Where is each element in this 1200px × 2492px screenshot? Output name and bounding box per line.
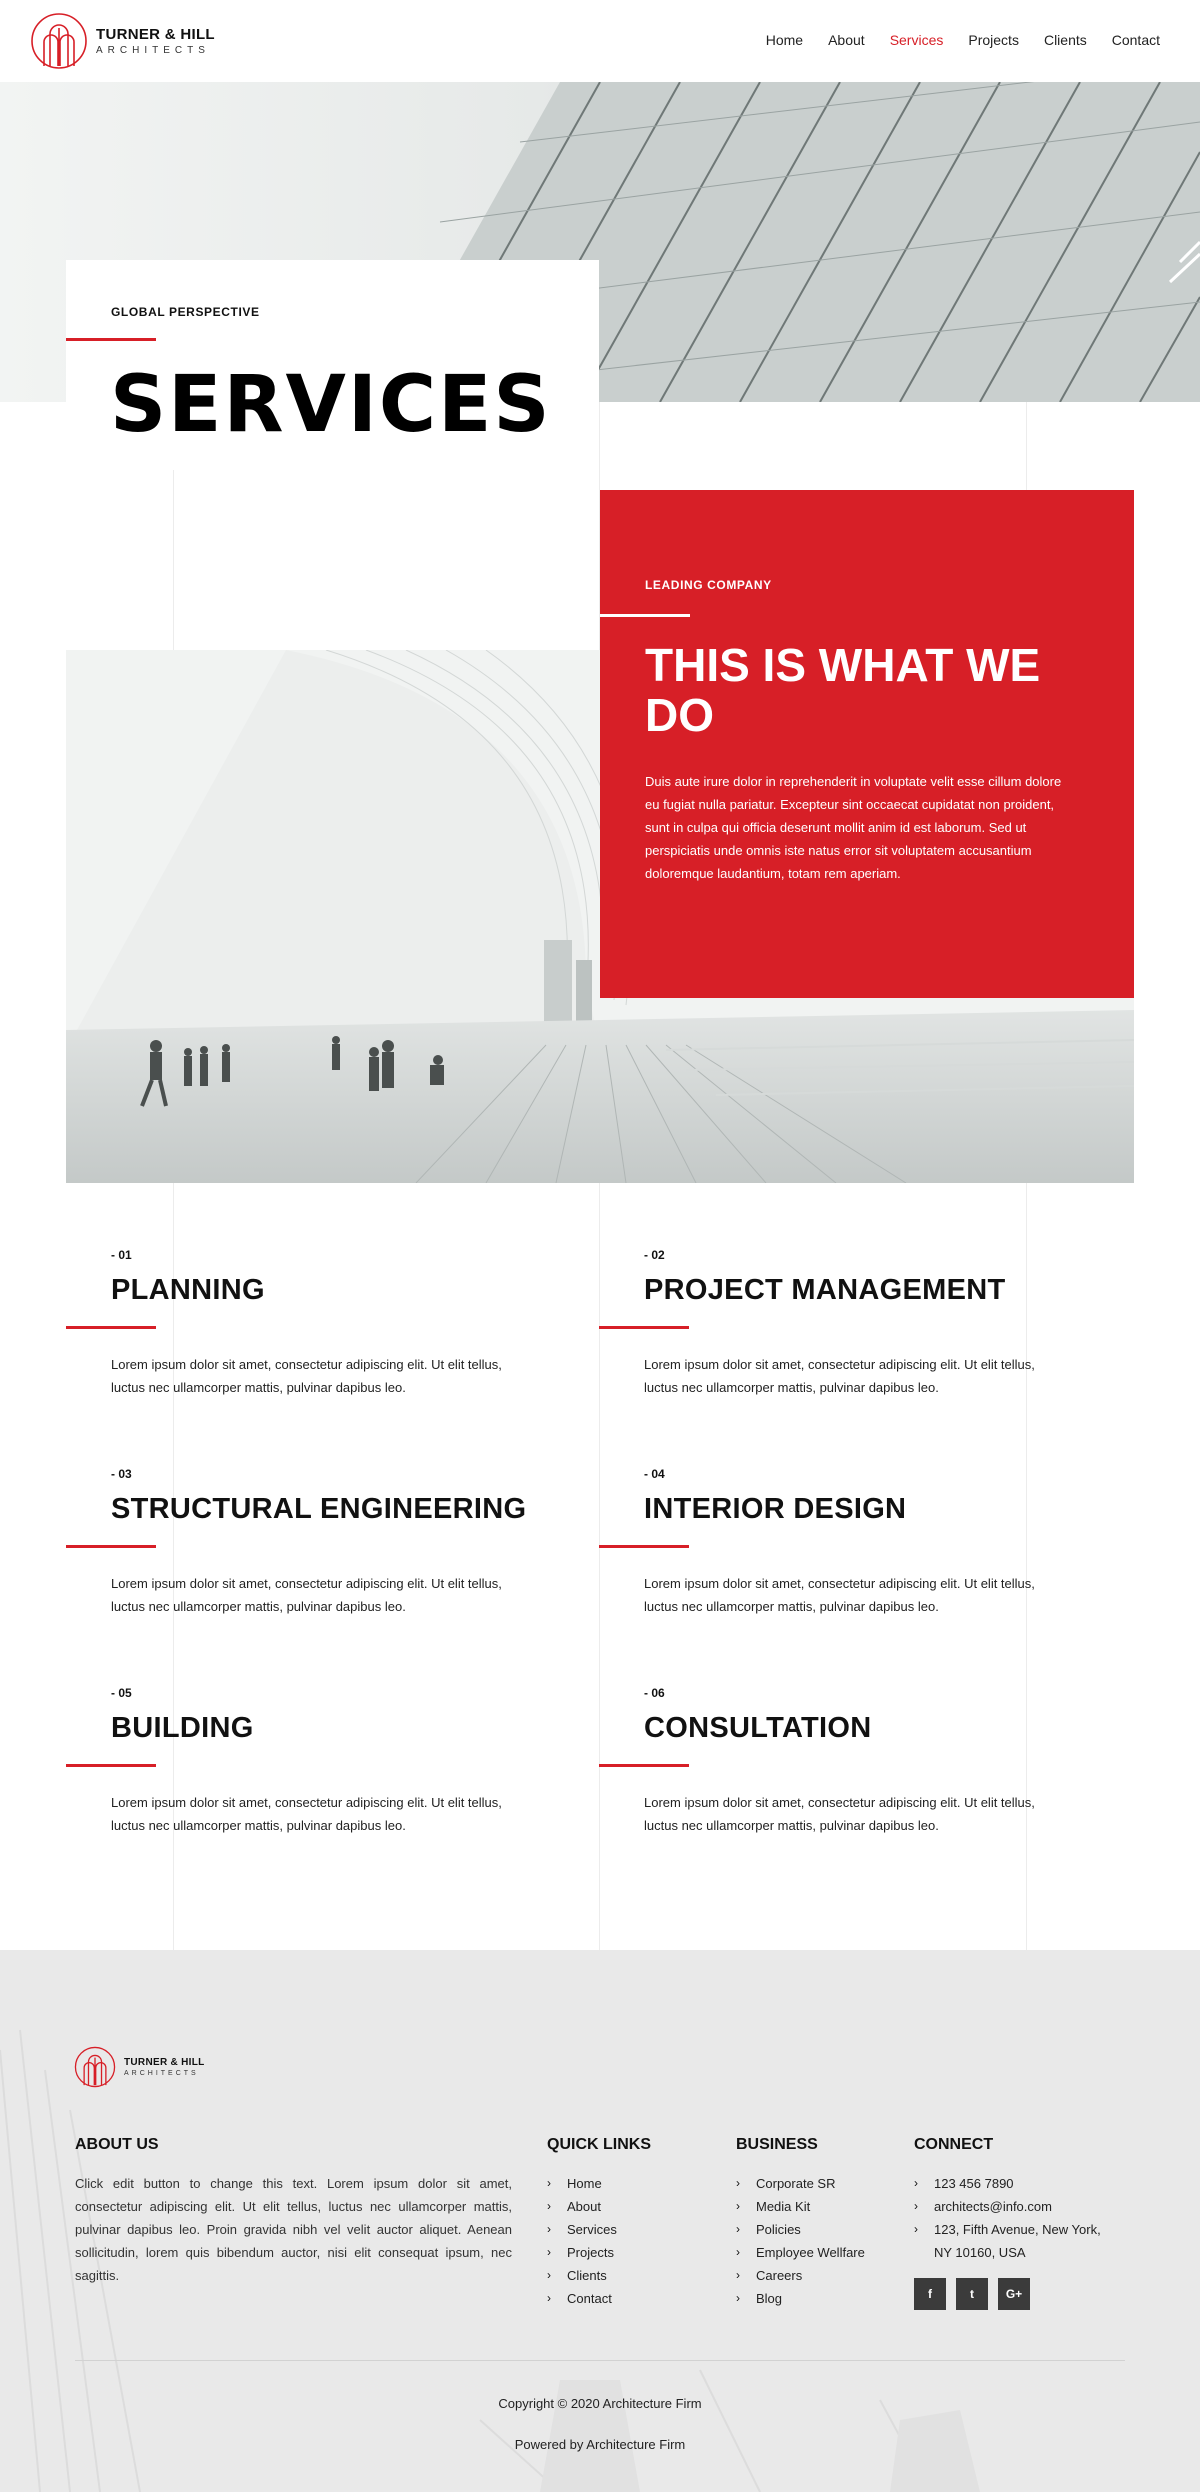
hero-eyebrow: GLOBAL PERSPECTIVE — [111, 305, 260, 319]
footer-logo[interactable] — [74, 2046, 205, 2088]
footer-about-text: Click edit button to change this text. Lorem ipsum dolor sit amet, consectetur adipiscing elit. Ut elit tellus, luctus nec ullamcorper mattis, pulvinar dapibus leo. Proin gravida nibh vel velit auctor aliquet. Aenean sollicitudin, lorem quis bibendum auctor, nisi elit consequat ipsum, nec sagittis. — [75, 2176, 512, 2283]
service-item — [111, 1467, 551, 1618]
chevron-right-icon: › — [547, 2245, 551, 2259]
quick-link-label: Contact — [567, 2291, 612, 2306]
service-title: BUILDING — [111, 1712, 254, 1744]
footer-divider — [75, 2360, 1125, 2361]
chevron-right-icon: › — [547, 2176, 551, 2190]
brand-name: TURNER & HILL — [96, 26, 215, 43]
service-description: Lorem ipsum dolor sit amet, consectetur adipiscing elit. Ut elit tellus, luctus nec ullamcorper mattis, pulvinar dapibus leo. — [644, 1357, 1035, 1395]
accent-divider — [66, 338, 156, 341]
business-link-label: Policies — [756, 2222, 801, 2237]
site-footer — [0, 1950, 1200, 2492]
accent-divider — [66, 1326, 156, 1329]
accent-divider — [66, 1764, 156, 1767]
address-line: NY 10160, USA — [934, 2245, 1026, 2260]
powered-by-text: Powered by Architecture Firm — [514, 2437, 686, 2452]
accent-divider — [66, 1545, 156, 1548]
accent-divider — [599, 1545, 689, 1548]
chevron-right-icon: › — [547, 2268, 551, 2282]
footer-connect-heading: CONNECT — [914, 2136, 994, 2153]
service-title: STRUCTURAL ENGINEERING — [111, 1493, 527, 1525]
phone-number: 123 456 7890 — [934, 2176, 1014, 2191]
intro-title: THIS IS WHAT WE DO — [645, 639, 1041, 741]
chevron-right-icon: › — [547, 2291, 551, 2305]
chevron-right-icon: › — [736, 2222, 740, 2236]
brand-logo[interactable] — [30, 12, 215, 70]
chevron-right-icon: › — [736, 2176, 740, 2190]
service-description: Lorem ipsum dolor sit amet, consectetur adipiscing elit. Ut elit tellus, luctus nec ullamcorper mattis, pulvinar dapibus leo. — [644, 1795, 1035, 1833]
intro-red-panel — [600, 490, 1134, 998]
site-header — [0, 0, 1200, 82]
quick-link-contact[interactable] — [547, 2287, 617, 2310]
quick-link-label: Home — [567, 2176, 602, 2191]
service-title: CONSULTATION — [644, 1712, 872, 1744]
footer-quick-links-heading: QUICK LINKS — [547, 2136, 651, 2153]
connect-address — [914, 2218, 1101, 2264]
accent-divider — [599, 1326, 689, 1329]
service-description: Lorem ipsum dolor sit amet, consectetur adipiscing elit. Ut elit tellus, luctus nec ullamcorper mattis, pulvinar dapibus leo. — [111, 1795, 502, 1833]
business-links-list — [736, 2172, 865, 2310]
quick-link-label: Clients — [567, 2268, 607, 2283]
business-link-label: Employee Wellfare — [756, 2245, 865, 2260]
business-link[interactable] — [736, 2218, 865, 2241]
connect-phone[interactable] — [914, 2172, 1101, 2195]
nav-about[interactable]: About — [828, 32, 865, 48]
chevron-right-icon: › — [914, 2199, 918, 2213]
service-description: Lorem ipsum dolor sit amet, consectetur adipiscing elit. Ut elit tellus, luctus nec ullamcorper mattis, pulvinar dapibus leo. — [111, 1576, 502, 1614]
footer-about-heading: ABOUT US — [75, 2136, 159, 2153]
intro-eyebrow: LEADING COMPANY — [645, 578, 772, 592]
service-number: - 05 — [111, 1686, 132, 1700]
brand-tagline: ARCHITECTS — [96, 45, 210, 56]
business-link[interactable] — [736, 2172, 865, 2195]
main-nav — [741, 32, 1160, 48]
quick-link-services[interactable] — [547, 2218, 617, 2241]
copyright-text: Copyright © 2020 Architecture Firm — [498, 2396, 702, 2411]
address-line: 123, Fifth Avenue, New York, — [934, 2222, 1101, 2237]
social-links — [914, 2278, 1030, 2310]
service-number: - 06 — [644, 1686, 665, 1700]
service-item — [111, 1686, 551, 1837]
business-link-label: Blog — [756, 2291, 783, 2306]
quick-link-label: Projects — [567, 2245, 614, 2260]
chevron-right-icon: › — [914, 2222, 918, 2236]
nav-contact[interactable]: Contact — [1111, 32, 1160, 48]
service-number: - 04 — [644, 1467, 665, 1481]
chevron-right-icon: › — [547, 2222, 551, 2236]
email-address: architects@info.com — [934, 2199, 1052, 2214]
quick-link-clients[interactable] — [547, 2264, 617, 2287]
footer-business-heading: BUSINESS — [736, 2136, 818, 2153]
service-item — [111, 1248, 551, 1399]
service-title: INTERIOR DESIGN — [644, 1493, 907, 1525]
service-description: Lorem ipsum dolor sit amet, consectetur adipiscing elit. Ut elit tellus, luctus nec ullamcorper mattis, pulvinar dapibus leo. — [111, 1357, 502, 1395]
nav-clients[interactable]: Clients — [1043, 32, 1087, 48]
service-description: Lorem ipsum dolor sit amet, consectetur adipiscing elit. Ut elit tellus, luctus nec ullamcorper mattis, pulvinar dapibus leo. — [644, 1576, 1035, 1614]
quick-link-label: Services — [567, 2222, 617, 2237]
business-link[interactable] — [736, 2264, 865, 2287]
connect-list — [914, 2172, 1101, 2264]
logo-arches-icon — [30, 12, 88, 70]
postal-address — [934, 2218, 1101, 2264]
brand-name: TURNER & HILL — [124, 2057, 205, 2068]
business-link[interactable] — [736, 2195, 865, 2218]
twitter-icon[interactable]: t — [956, 2278, 988, 2310]
page-title: SERVICES — [110, 360, 552, 450]
service-item — [644, 1686, 1084, 1837]
service-item — [644, 1248, 1084, 1399]
service-number: - 01 — [111, 1248, 132, 1262]
quick-link-projects[interactable] — [547, 2241, 617, 2264]
service-number: - 03 — [111, 1467, 132, 1481]
chevron-right-icon: › — [736, 2199, 740, 2213]
business-link-label: Media Kit — [756, 2199, 811, 2214]
service-title: PROJECT MANAGEMENT — [644, 1274, 1006, 1306]
chevron-right-icon: › — [736, 2245, 740, 2259]
service-title: PLANNING — [111, 1274, 265, 1306]
service-number: - 02 — [644, 1248, 665, 1262]
connect-email[interactable] — [914, 2195, 1101, 2218]
quick-link-label: About — [567, 2199, 601, 2214]
business-link[interactable] — [736, 2241, 865, 2264]
chevron-right-icon: › — [736, 2291, 740, 2305]
nav-projects[interactable]: Projects — [968, 32, 1019, 48]
chevron-right-icon: › — [547, 2199, 551, 2213]
quick-link-home[interactable] — [547, 2172, 617, 2195]
accent-divider — [600, 614, 690, 617]
accent-divider — [599, 1764, 689, 1767]
brand-tagline: ARCHITECTS — [124, 2070, 199, 2077]
business-link[interactable] — [736, 2287, 865, 2310]
intro-text: Duis aute irure dolor in reprehenderit in voluptate velit esse cillum dolore eu fugiat nulla pariatur. Excepteur sint occaecat cupidatat non proident, sunt in culpa qui officia deserunt mollit anim id est laborum. Sed ut perspiciatis unde omnis iste natus error sit voluptatem accusantium doloremque laudantium, totam rem aperiam. — [645, 774, 1062, 881]
quick-link-about[interactable] — [547, 2195, 617, 2218]
business-link-label: Corporate SR — [756, 2176, 836, 2191]
logo-arches-icon — [74, 2046, 116, 2088]
nav-services[interactable]: Services — [889, 32, 944, 48]
service-item — [644, 1467, 1084, 1618]
nav-home[interactable]: Home — [765, 32, 804, 48]
google-plus-icon[interactable]: G+ — [998, 2278, 1030, 2310]
business-link-label: Careers — [756, 2268, 803, 2283]
chevron-right-icon: › — [736, 2268, 740, 2282]
quick-links-list — [547, 2172, 617, 2310]
facebook-icon[interactable]: f — [914, 2278, 946, 2310]
chevron-right-icon: › — [914, 2176, 918, 2190]
hero-title-card — [66, 260, 599, 470]
